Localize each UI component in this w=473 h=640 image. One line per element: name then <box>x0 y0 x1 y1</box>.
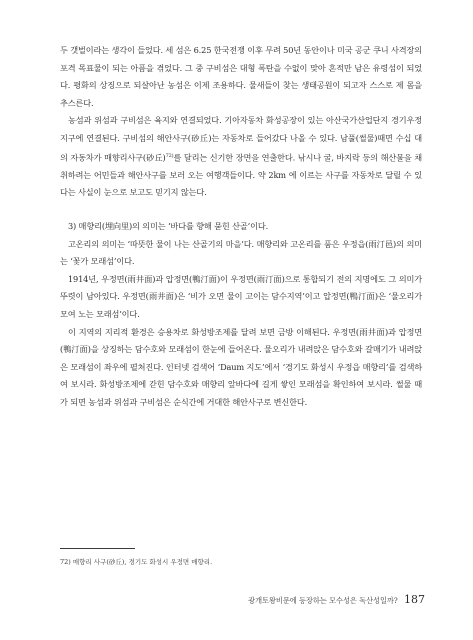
paragraph-4: 1914년, 우정면(雨井面)과 압정면(鴨汀面)이 우정면(雨汀面)으로 통합되기 전의 지명에도 그 의미가 뚜렷이 남아있다. 우정면(雨井面)은 ‘비가 오면 물이 고이는 담수지역’이고 압정면(鴨汀面)은 ‘물오리가 모여 노는 모래섬’이다. <box>60 273 422 320</box>
paragraph-2 <box>60 112 422 202</box>
page-footer <box>248 593 425 608</box>
footnote: 72) 매향리 사구(砂丘), 경기도 화성시 우정면 매향리. <box>60 558 213 566</box>
section-heading: 3) 매향리(埋向里)의 의미는 ‘바다를 향해 묻힌 산골’이다. <box>68 221 269 232</box>
running-title: 광개토왕비문에 등장하는 모수성은 독산성일까? <box>248 596 398 605</box>
paragraph-2-continuation: 를 달리는 신기한 장면을 연출한다. 낚시나 굴, 바지락 등의 해산물을 채취하려는 어민들과 해안사구를 보러 오는 여행객들이다. 약 2km 에 이르는 사구를 자동차로 달릴 수 있다는 사실이 눈으로 보고도 믿기지 않는다. <box>60 152 422 198</box>
paragraph-2-text: 농섬과 위섬과 구비섬은 육지와 연결되었다. 기아자동차 화성공장이 있는 아산국가산업단지 경기우정지구에 연결된다. 구비섬의 해안사구(砂丘)는 자동차로 들어갔다 나올 수 있다. 남풀(썰물)때면 수십 대의 자동차가 매향리사구(砂丘) <box>60 115 422 163</box>
footnote-divider <box>60 548 135 549</box>
section-gap <box>60 202 422 218</box>
paragraph-1: 두 갯벌이라는 생각이 들었다. 세 섬은 6.25 한국전쟁 이후 무려 50년 동안이나 미국 공군 쿠니 사격장의 포격 목표물이 되는 아픔을 겪었다. 그 중 구비섬은 대형 폭탄을 수없이 맞아 흔적만 남은 유령섬이 되었다. 평화의 상징으로 되살아난 농섬은 이제 조용하다. 물새들이 찾는 생태공원이 되고자 스스로 제 몸을 추스른다. <box>60 45 422 108</box>
paragraph-3: 고온리의 의미는 ‘따뜻한 물이 나는 산골기의 마을’다. 매향리와 고온리를 품은 우정읍(雨汀邑)의 의미는 ‘꽃가 모래섬’이다. <box>60 238 422 267</box>
paragraph-5: 이 지역의 지리적 환경은 승용차로 화성방조제를 달려 보면 금방 이해된다. 우정면(雨井面)과 압정면(鴨汀面)을 상징하는 담수호와 모래섬이 한눈에 들어온다. 물오리가 내려앉은 담수호와 갈매기가 내려앉은 모래섬이 좌우에 펼쳐진다. 인터넷 검색어 ‘Daum 지도’에서 ‘경기도 화성시 우정읍 매향리’를 검색하여 보시라. 화성방조제에 갇힌 담수호와 매향리 앞바다에 길게 쌓인 모래섬을 확인하여 보시라. 썰물 때가 되면 농섬과 위섬과 구비섬은 순식간에 거대한 해안사구로 변신한다. <box>60 326 422 408</box>
footnote-marker: 72) <box>165 152 174 159</box>
body-text <box>60 42 422 412</box>
page-number: 187 <box>404 593 425 606</box>
